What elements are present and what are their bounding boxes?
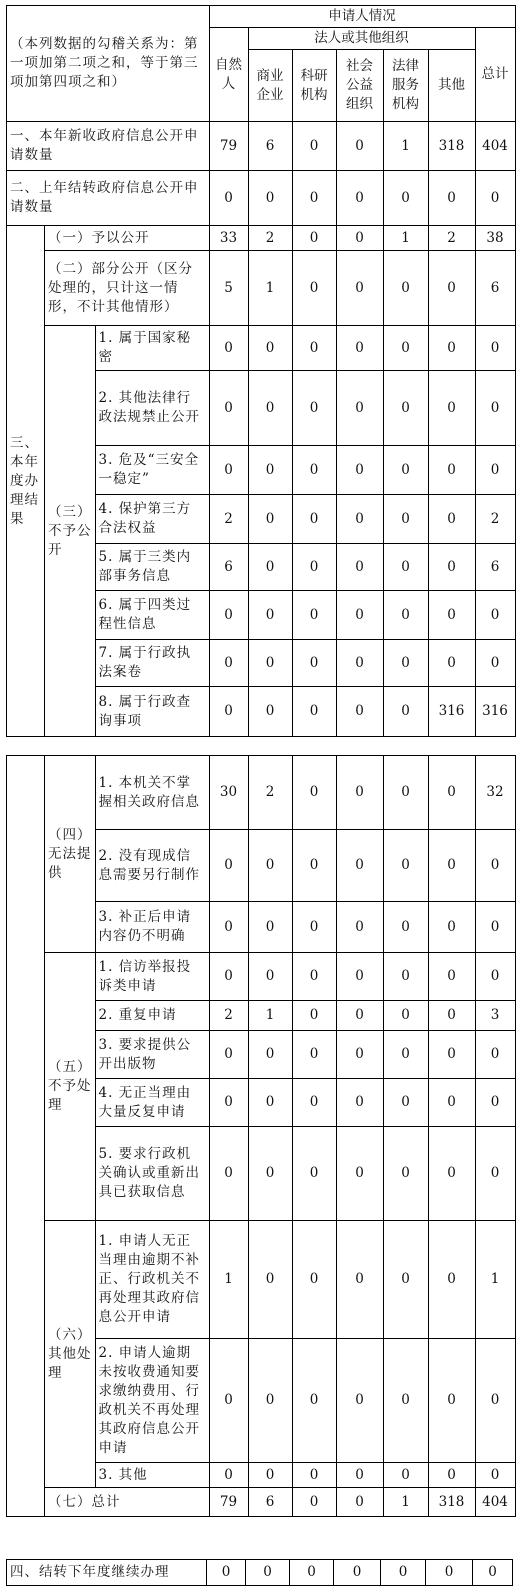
value-cell: 0 <box>248 1031 292 1079</box>
value-cell: 0 <box>209 1079 248 1127</box>
value-cell: 0 <box>292 687 336 737</box>
value-cell: 0 <box>336 495 383 544</box>
value-cell: 0 <box>383 1463 428 1488</box>
value-cell: 0 <box>475 591 515 640</box>
value-cell: 0 <box>209 171 248 226</box>
value-cell: 0 <box>336 756 383 830</box>
value-cell: 0 <box>383 591 428 640</box>
value-cell: 0 <box>428 371 475 446</box>
value-cell: 404 <box>475 1488 515 1517</box>
value-cell: 0 <box>292 226 336 251</box>
value-cell: 0 <box>336 122 383 171</box>
value-cell: 0 <box>292 1127 336 1221</box>
value-cell: 0 <box>209 830 248 902</box>
research-header: 科研机构 <box>292 50 336 122</box>
value-cell: 0 <box>292 1488 336 1517</box>
value-cell: 0 <box>336 446 383 495</box>
value-cell: 0 <box>475 371 515 446</box>
row-label: 4. 保护第三方合法权益 <box>95 495 209 544</box>
value-cell: 0 <box>428 495 475 544</box>
value-cell: 0 <box>336 371 383 446</box>
value-cell: 0 <box>248 1463 292 1488</box>
value-cell: 0 <box>292 1001 336 1031</box>
value-cell: 0 <box>292 1463 336 1488</box>
value-cell: 0 <box>209 326 248 371</box>
value-cell: 316 <box>428 687 475 737</box>
table-row <box>7 1560 513 1586</box>
value-cell: 0 <box>292 251 336 326</box>
value-cell: 0 <box>248 953 292 1001</box>
value-cell: 0 <box>209 1463 248 1488</box>
statistics-table-part-2 <box>6 755 516 1517</box>
value-cell: 0 <box>209 1127 248 1221</box>
value-cell: 0 <box>428 1079 475 1127</box>
value-cell: 5 <box>209 251 248 326</box>
value-cell: 0 <box>428 251 475 326</box>
row-label: 8. 属于行政查询事项 <box>95 687 209 737</box>
value-cell: 0 <box>209 687 248 737</box>
value-cell: 0 <box>428 1339 475 1463</box>
value-cell: 0 <box>248 640 292 687</box>
value-cell: 0 <box>428 1463 475 1488</box>
section-3-continued-cell <box>7 756 45 1517</box>
business-header: 商业企业 <box>248 50 292 122</box>
value-cell: 0 <box>336 171 383 226</box>
row-label: （一）予以公开 <box>45 226 210 251</box>
table-row <box>7 226 516 251</box>
value-cell: 0 <box>292 446 336 495</box>
value-cell: 0 <box>383 1221 428 1339</box>
value-cell: 1 <box>383 122 428 171</box>
legal-group-header: 法人或其他组织 <box>248 28 475 50</box>
value-cell: 0 <box>248 446 292 495</box>
value-cell: 0 <box>383 640 428 687</box>
row-label: 2. 没有现成信息需要另行制作 <box>95 830 209 902</box>
value-cell: 0 <box>383 544 428 591</box>
value-cell: 38 <box>475 226 515 251</box>
value-cell: 1 <box>248 251 292 326</box>
value-cell: 0 <box>383 495 428 544</box>
value-cell: 1 <box>248 1001 292 1031</box>
value-cell: 0 <box>475 1031 515 1079</box>
value-cell: 0 <box>290 1560 334 1586</box>
table-row <box>7 756 516 830</box>
value-cell: 0 <box>292 122 336 171</box>
value-cell: 0 <box>383 687 428 737</box>
value-cell: 6 <box>475 544 515 591</box>
total-header: 总计 <box>475 28 515 122</box>
value-cell: 0 <box>209 371 248 446</box>
value-cell: 2 <box>209 1001 248 1031</box>
value-cell: 0 <box>292 544 336 591</box>
value-cell: 2 <box>248 756 292 830</box>
value-cell: 1 <box>475 1221 515 1339</box>
row-label: 5. 属于三类内部事务信息 <box>95 544 209 591</box>
value-cell: 0 <box>475 171 515 226</box>
value-cell: 0 <box>336 1001 383 1031</box>
row-label: 1. 信访举报投诉类申请 <box>95 953 209 1001</box>
table-row <box>7 122 516 171</box>
value-cell: 316 <box>475 687 515 737</box>
value-cell: 0 <box>475 830 515 902</box>
value-cell: 0 <box>383 1339 428 1463</box>
value-cell: 0 <box>383 371 428 446</box>
value-cell: 79 <box>209 122 248 171</box>
value-cell: 1 <box>383 1488 428 1517</box>
value-cell: 0 <box>336 1127 383 1221</box>
value-cell: 0 <box>336 226 383 251</box>
value-cell: 0 <box>248 1339 292 1463</box>
value-cell: 0 <box>475 1339 515 1463</box>
value-cell: 0 <box>475 1463 515 1488</box>
value-cell: 0 <box>336 1488 383 1517</box>
row-label: 3. 补正后申请内容仍不明确 <box>95 902 209 953</box>
row-label: 6. 属于四类过程性信息 <box>95 591 209 640</box>
table-row <box>7 326 516 371</box>
row-label: 二、上年结转政府信息公开申请数量 <box>7 171 210 226</box>
row-label: 1. 属于国家秘密 <box>95 326 209 371</box>
row-label: 一、本年新收政府信息公开申请数量 <box>7 122 210 171</box>
value-cell: 0 <box>209 591 248 640</box>
value-cell: 0 <box>292 1079 336 1127</box>
section-3-3-label: （三）不予公开 <box>45 326 96 737</box>
row-label: （二）部分公开（区分处理的，只计这一情形，不计其他情形） <box>45 251 210 326</box>
section-3-6-label: （六）其他处理 <box>45 1221 96 1488</box>
value-cell: 0 <box>336 251 383 326</box>
row-label: 2. 申请人逾期未按收费通知要求缴纳费用、行政机关不再处理其政府信息公开申请 <box>95 1339 209 1463</box>
value-cell: 0 <box>383 1127 428 1221</box>
value-cell: 0 <box>292 326 336 371</box>
value-cell: 0 <box>426 1560 473 1586</box>
value-cell: 0 <box>428 171 475 226</box>
value-cell: 0 <box>209 446 248 495</box>
value-cell: 32 <box>475 756 515 830</box>
value-cell: 0 <box>475 446 515 495</box>
value-cell: 0 <box>383 1079 428 1127</box>
value-cell: 0 <box>383 446 428 495</box>
value-cell: 0 <box>336 591 383 640</box>
value-cell: 0 <box>383 326 428 371</box>
row-label: 1. 本机关不掌握相关政府信息 <box>95 756 209 830</box>
value-cell: 0 <box>292 756 336 830</box>
value-cell: 2 <box>428 226 475 251</box>
value-cell: 0 <box>292 1031 336 1079</box>
table-row <box>7 251 516 326</box>
row-label: 2. 重复申请 <box>95 1001 209 1031</box>
value-cell: 0 <box>336 953 383 1001</box>
value-cell: 0 <box>428 756 475 830</box>
value-cell: 0 <box>336 640 383 687</box>
value-cell: 0 <box>383 1031 428 1079</box>
value-cell: 0 <box>209 1339 248 1463</box>
natural-person-header: 自然人 <box>209 28 248 122</box>
value-cell: 0 <box>248 326 292 371</box>
value-cell: 0 <box>248 544 292 591</box>
value-cell: 0 <box>292 591 336 640</box>
row-label: （七）总计 <box>45 1488 210 1517</box>
table-row <box>7 953 516 1001</box>
value-cell: 0 <box>209 640 248 687</box>
value-cell: 0 <box>475 1127 515 1221</box>
value-cell: 1 <box>209 1221 248 1339</box>
value-cell: 0 <box>473 1560 513 1586</box>
value-cell: 0 <box>383 953 428 1001</box>
row-label: 3. 要求提供公开出版物 <box>95 1031 209 1079</box>
value-cell: 0 <box>207 1560 246 1586</box>
value-cell: 0 <box>428 1221 475 1339</box>
value-cell: 0 <box>383 251 428 326</box>
value-cell: 0 <box>428 953 475 1001</box>
value-cell: 0 <box>428 326 475 371</box>
value-cell: 0 <box>248 371 292 446</box>
value-cell: 0 <box>248 591 292 640</box>
note-cell: （本列数据的勾稽关系为：第一项加第二项之和，等于第三项加第四项之和） <box>7 6 210 122</box>
value-cell: 30 <box>209 756 248 830</box>
section-3-4-label: （四）无法提供 <box>45 756 96 953</box>
row-label: 1. 申请人无正当理由逾期不补正、行政机关不再处理其政府信息公开申请 <box>95 1221 209 1339</box>
applicant-header: 申请人情况 <box>209 6 515 28</box>
value-cell: 6 <box>248 1488 292 1517</box>
value-cell: 0 <box>292 171 336 226</box>
value-cell: 0 <box>248 687 292 737</box>
row-label: 四、结转下年度继续办理 <box>7 1560 207 1586</box>
value-cell: 0 <box>428 830 475 902</box>
value-cell: 0 <box>336 544 383 591</box>
value-cell: 0 <box>383 1001 428 1031</box>
value-cell: 0 <box>428 640 475 687</box>
value-cell: 0 <box>292 371 336 446</box>
row-label: 3. 危及“三安全一稳定” <box>95 446 209 495</box>
value-cell: 0 <box>381 1560 426 1586</box>
value-cell: 0 <box>383 756 428 830</box>
value-cell: 0 <box>336 687 383 737</box>
social-header: 社会公益组织 <box>336 50 383 122</box>
value-cell: 0 <box>475 1079 515 1127</box>
value-cell: 2 <box>475 495 515 544</box>
value-cell: 0 <box>428 902 475 953</box>
value-cell: 0 <box>248 171 292 226</box>
value-cell: 2 <box>248 226 292 251</box>
value-cell: 0 <box>292 640 336 687</box>
value-cell: 6 <box>209 544 248 591</box>
value-cell: 0 <box>336 1031 383 1079</box>
value-cell: 6 <box>475 251 515 326</box>
value-cell: 0 <box>248 1079 292 1127</box>
value-cell: 2 <box>209 495 248 544</box>
value-cell: 6 <box>248 122 292 171</box>
value-cell: 318 <box>428 1488 475 1517</box>
other-header: 其他 <box>428 50 475 122</box>
value-cell: 0 <box>292 1221 336 1339</box>
value-cell: 0 <box>209 1031 248 1079</box>
value-cell: 0 <box>292 902 336 953</box>
statistics-table-part-3 <box>6 1559 513 1586</box>
value-cell: 0 <box>292 1339 336 1463</box>
value-cell: 1 <box>383 226 428 251</box>
value-cell: 0 <box>475 326 515 371</box>
table-row <box>7 171 516 226</box>
value-cell: 0 <box>248 830 292 902</box>
table-row <box>7 1221 516 1339</box>
value-cell: 0 <box>336 902 383 953</box>
value-cell: 0 <box>292 830 336 902</box>
legal-service-header: 法律服务机构 <box>383 50 428 122</box>
value-cell: 404 <box>475 122 515 171</box>
value-cell: 33 <box>209 226 248 251</box>
section-3-5-label: （五）不予处理 <box>45 953 96 1221</box>
value-cell: 0 <box>334 1560 381 1586</box>
value-cell: 0 <box>248 1127 292 1221</box>
row-label: 3. 其他 <box>95 1463 209 1488</box>
value-cell: 0 <box>475 902 515 953</box>
value-cell: 0 <box>209 902 248 953</box>
value-cell: 79 <box>209 1488 248 1517</box>
value-cell: 0 <box>383 171 428 226</box>
value-cell: 0 <box>292 953 336 1001</box>
value-cell: 0 <box>475 953 515 1001</box>
value-cell: 0 <box>383 902 428 953</box>
value-cell: 0 <box>336 1339 383 1463</box>
value-cell: 0 <box>475 640 515 687</box>
value-cell: 0 <box>292 495 336 544</box>
value-cell: 0 <box>336 1221 383 1339</box>
value-cell: 0 <box>336 830 383 902</box>
value-cell: 318 <box>428 122 475 171</box>
value-cell: 3 <box>475 1001 515 1031</box>
value-cell: 0 <box>428 591 475 640</box>
statistics-table-part-1 <box>6 5 516 737</box>
value-cell: 0 <box>248 495 292 544</box>
value-cell: 0 <box>428 1001 475 1031</box>
value-cell: 0 <box>336 1463 383 1488</box>
value-cell: 0 <box>428 1127 475 1221</box>
value-cell: 0 <box>336 1079 383 1127</box>
value-cell: 0 <box>248 902 292 953</box>
value-cell: 0 <box>246 1560 290 1586</box>
table-row <box>7 1488 516 1517</box>
row-label: 7. 属于行政执法案卷 <box>95 640 209 687</box>
section-3-label: 三、本年度办理结果 <box>7 226 45 737</box>
row-label: 4. 无正当理由大量反复申请 <box>95 1079 209 1127</box>
value-cell: 0 <box>428 1031 475 1079</box>
row-label: 2. 其他法律行政法规禁止公开 <box>95 371 209 446</box>
value-cell: 0 <box>248 1221 292 1339</box>
value-cell: 0 <box>383 830 428 902</box>
value-cell: 0 <box>428 544 475 591</box>
value-cell: 0 <box>336 326 383 371</box>
value-cell: 0 <box>209 953 248 1001</box>
row-label: 5. 要求行政机关确认或重新出具已获取信息 <box>95 1127 209 1221</box>
value-cell: 0 <box>428 446 475 495</box>
